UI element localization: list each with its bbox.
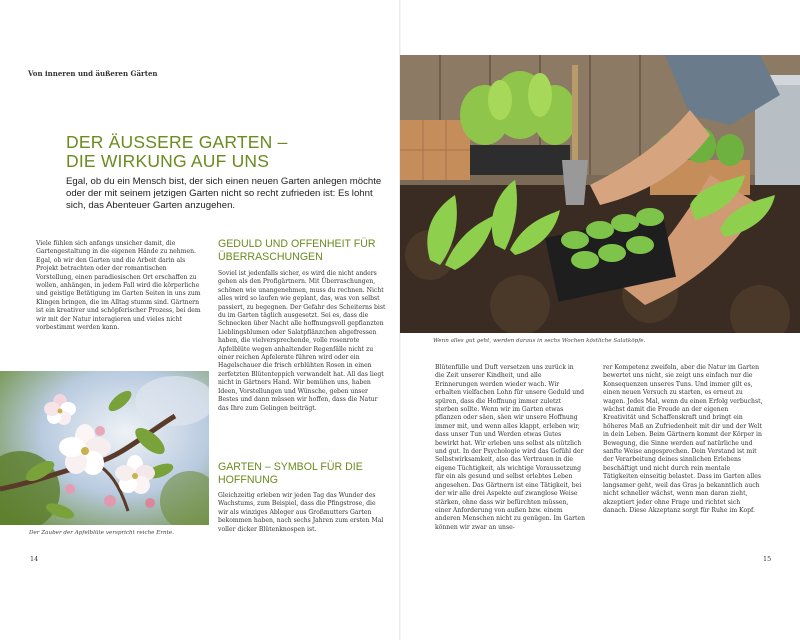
body-column-2b: Gleichzeitig erleben wir jeden Tag das Wunder des Wachstums, zum Beispiel, dass die Pfingstrose, die wir als winziges Ableger aus Großmutters Garten bekommen haben, nach sechs Jahren zum ersten Mal voller dicker Blütenknospen ist. xyxy=(218,492,384,533)
apple-blossom-photo xyxy=(0,371,209,525)
body-column-2: Soviel ist jedenfalls sicher, es wird die nicht anders gehen als den Profigärtnern. Mit Überraschungen, schönen wie unangenehmen, muss du rechnen. Nicht alles wird so laufen wie geplant, das, was von selbst passiert, zu begegnen. Der Gefahr des Scheiterns bist du im Garten täglich ausgesetzt. Sei es, dass die Schnecken über Nacht alle hoffnungsvoll gepflanzten Lieblingsblumen oder Salatpflänzchen abgefressen haben, die vielversprechende, volle rosenrote Apfelblüte wegen anhaltender Regenfälle nicht zu einer reichen Apfelernte führen wird oder ein Hagelschauer die frisch erblühten Rosen in einen zerfetzten Blütenteppich verwandelt hat. All das liegt nicht in Gärtners Hand. Wir bemühen uns, haben Ideen, Vorstellungen und Wünsche, geben unser Bestes und dann müssen wir hoffen, dass die Natur das Ihre zum Gelingen beiträgt. xyxy=(218,270,386,412)
chapter-title xyxy=(66,133,386,171)
subheading-hope: GARTEN – SYMBOL FÜR DIE HOFFNUNG xyxy=(218,461,363,486)
chapter-title-line1: DER ÄUSSERE GARTEN – xyxy=(66,132,288,152)
intro-paragraph: Egal, ob du ein Mensch bist, der sich einen neuen Garten anlegen möchte oder der mit seinem jetzigen Garten nicht so recht zufrieden ist: Es lohnt sich, das Abenteuer Garten anzugehen. xyxy=(66,176,382,212)
photo-caption-right: Wenn alles gut geht, werden daraus in sechs Wochen köstliche Salatköpfe. xyxy=(433,338,646,344)
lettuce-planting-photo xyxy=(400,55,800,333)
body-column-3: Blütenfülle und Duft versetzen uns zurück in die Zeit unserer Kindheit, und alle Erinnerungen werden wieder wach. Wir erhalten vielfachen Lohn für unsere Geduld und spüren, dass die Hoffnung immer zuletzt sterben sollte. Wenn wir im Garten etwas pflanzen oder säen, säen wir unsere Hoffnung immer mit, und wenn alles klappt, erleben wir, dass unser Tun und Werden etwas Gutes bewirkt hat. Wir erleben uns selbst als nützlich und gut. In der Psychologie wird das Gefühl der Selbstwirksamkeit, also das Vertrauen in die eigene Tüchtigkeit, als wichtige Voraussetzung für ein als gesund und selbst erlebtes Leben angesehen. Das Gärtnern ist eine Tätigkeit, bei der wir alle drei Aspekte auf zwanglose Weise stärken, ohne dass wir befürchten müssen, einer Anforderung von außen bzw. einem anderen Menschen nicht zu genügen. Im Garten können wir zwar an unse- xyxy=(435,364,585,531)
photo-caption-left: Der Zauber der Apfelblüte verspricht reiche Ernte. xyxy=(29,530,174,536)
chapter-title-line2: DIE WIRKUNG AUF UNS xyxy=(66,151,270,171)
subheading-patience: GEDULD UND OFFENHEIT FÜR ÜBERRASCHUNGEN xyxy=(218,238,376,263)
body-column-4: rer Kompetenz zweifeln, aber die Natur im Garten bewertet uns nicht, sie zeigt uns einfach nur die Konsequenzen unseres Tuns. Und immer gilt es, einen neuen Versuch zu starten, es erneut zu wagen. Jedes Mal, wenn du einen Erfolg verbuchst, wächst damit die Freude an der eigenen Kreativität und Schaffenskraft und bringt ein höheres Maß an Zufriedenheit mit dir und der Welt in dein Leben. Beim Gärtnern kommt der Körper in Bewegung, die Sinne werden auf natürliche und sanfte Weise angesprochen. Dein Verstand ist mit der Verarbeitung deines sinnlichen Erlebens beschäftigt und nicht durch rein mentale Tätigkeiten einseitig belastet. Dass im Garten alles langsamer geht, weil das Gras ja bekanntlich auch nicht schneller wächst, wenn man daran zieht, akzeptiert jeder ohne Frage und richtet sich danach. Diese Akzeptanz sorgt für Ruhe im Kopf. xyxy=(603,364,763,514)
body-column-1: Viele fühlen sich anfangs unsicher damit, die Gartengestaltung in die eigenen Hände zu nehmen. Egal, ob wir den Garten und die Arbeit darin als Projekt betrachten oder der romantischen Vorstellung, einen paradiesischen Ort erschaffen zu wollen, anhängen, in jedem Fall wird die körperliche und geistige Betätigung im Garten Seiten in uns zum Klingen bringen, die im Alltag stumm sind. Gärtnern ist ein kreativer und schöpferischer Prozess, bei dem wir mit der Natur interagieren und vieles nicht vorbestimmt werden kann. xyxy=(36,240,201,332)
page-number-left: 14 xyxy=(30,555,39,563)
page-number-right: 15 xyxy=(763,555,772,563)
running-head: Von inneren und äußeren Gärten xyxy=(28,69,158,78)
right-page xyxy=(400,0,800,640)
